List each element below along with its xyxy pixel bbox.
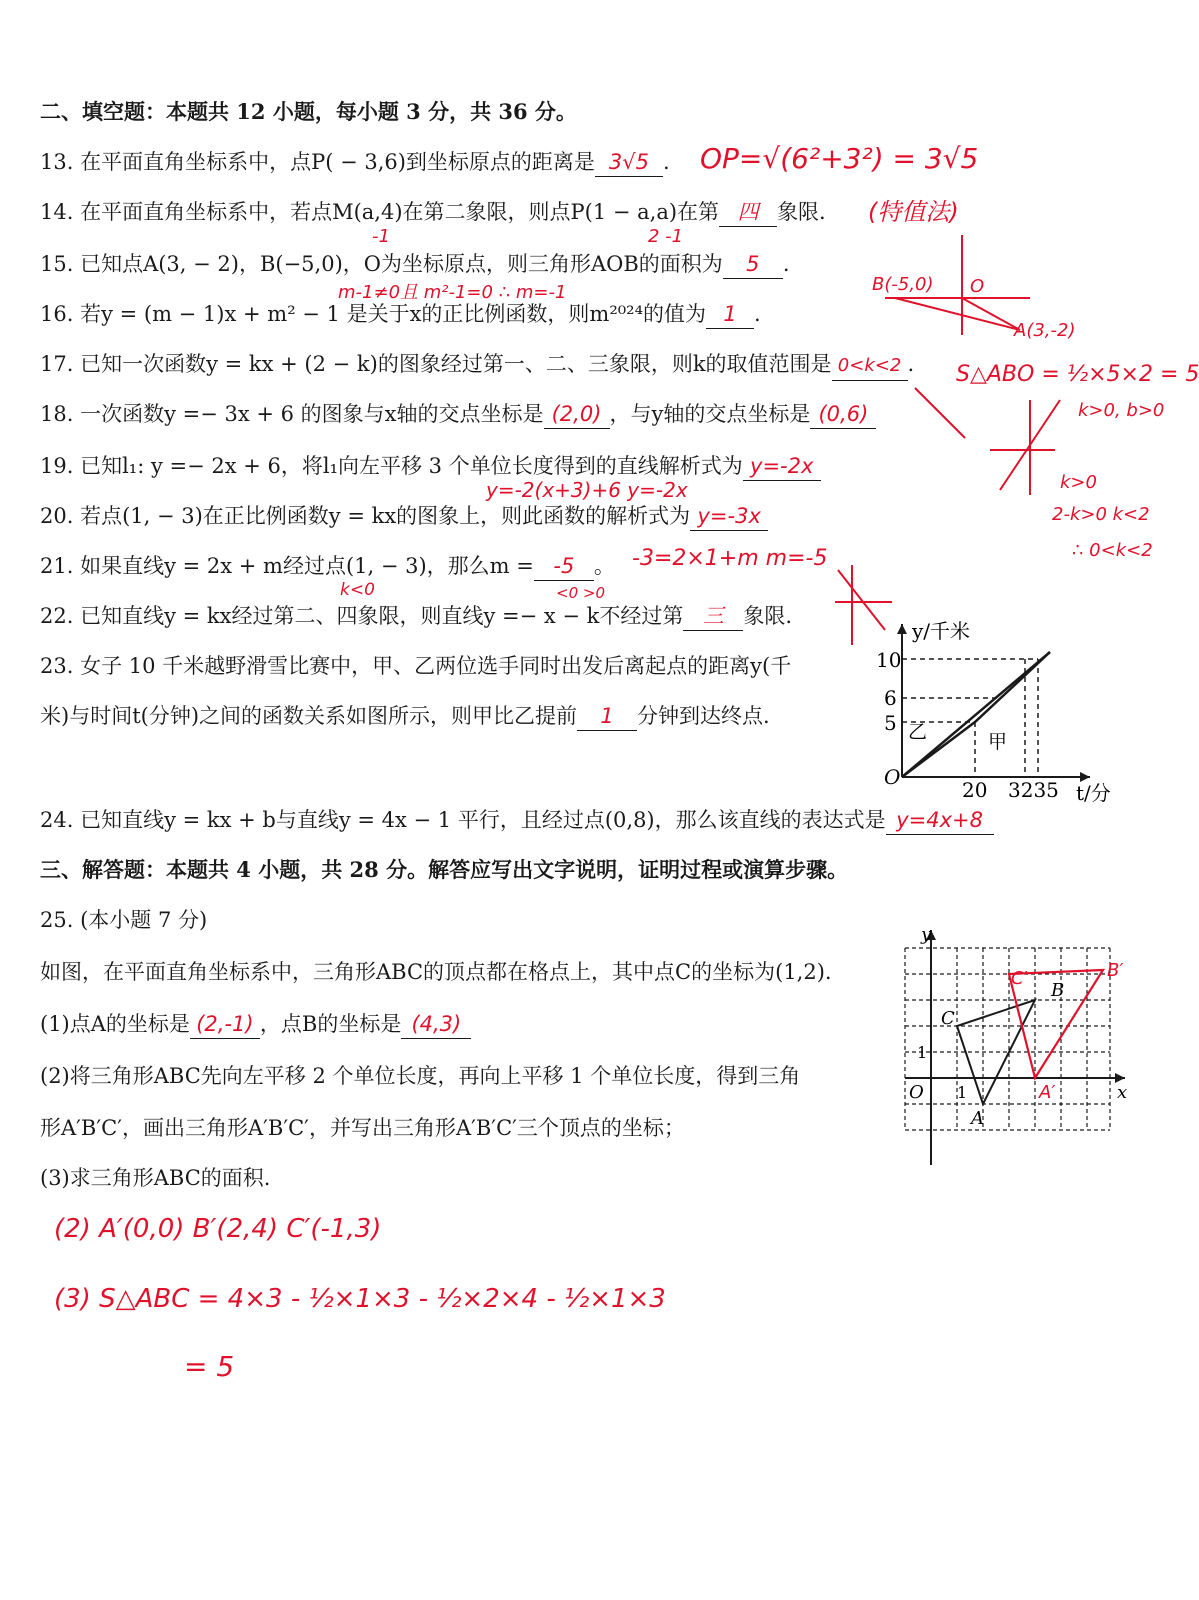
- q15-note-O: O: [970, 276, 985, 297]
- q23-stem: 米)与时间t(分钟)之间的函数关系如图所示，则甲比乙提前: [40, 704, 578, 728]
- label-C-prime: C′: [1011, 968, 1028, 989]
- xtick-20: 20: [962, 778, 988, 802]
- label-C: C: [941, 1008, 955, 1029]
- q13-answer: 3√5: [595, 148, 663, 177]
- q14-note-b: 2 -1: [648, 226, 684, 247]
- q25-part2-line2: 形A′B′C′，画出三角形A′B′C′，并写出三角形A′B′C′三个顶点的坐标；: [40, 1116, 685, 1140]
- q21-stem: 21. 如果直线y = 2x + m经过点(1, − 3)，那么m =: [40, 554, 534, 578]
- q14-note-a: -1: [372, 226, 390, 247]
- question-13: 13. 在平面直角坐标系中，点P( − 3,6)到坐标原点的距离是 3√5 .: [40, 148, 670, 177]
- q22-note-b: <0 >0: [556, 584, 605, 602]
- q18-answer-y: (0,6): [810, 400, 876, 429]
- q14-note: (特值法): [868, 198, 959, 226]
- q22-answer: 三: [683, 602, 743, 631]
- q18-stem: 18. 一次函数y =− 3x + 6 的图象与x轴的交点坐标是: [40, 402, 544, 426]
- q25-part3: (3)求三角形ABC的面积.: [40, 1166, 271, 1190]
- q17-note-d: ∴ 0<k<2: [1072, 540, 1153, 561]
- question-24: [40, 806, 994, 835]
- q15-stem: 15. 已知点A(3, − 2)，B(−5,0)，O为坐标原点，则三角形AOB的面积为: [40, 252, 723, 276]
- q25-answer-2: (2) A′(0,0) B′(2,4) C′(-1,3): [54, 1214, 382, 1244]
- q21-answer: -5: [534, 552, 594, 581]
- q14-answer: 四: [719, 198, 777, 227]
- grid-origin: O: [909, 1082, 924, 1103]
- question-19: [40, 452, 821, 481]
- question-23-line1: 23. 女子 10 千米越野滑雪比赛中，甲、乙两位选手同时出发后离起点的距离y(千: [40, 654, 792, 678]
- label-B-prime: B′: [1107, 960, 1124, 981]
- q20-stem: 20. 若点(1, − 3)在正比例函数y = kx的图象上，则此函数的解析式为: [40, 504, 691, 528]
- q25-graph: [895, 920, 1145, 1170]
- grid-y-label: y: [921, 924, 932, 945]
- y-axis-label: y/千米: [912, 619, 971, 643]
- q14-stem: 14. 在平面直角坐标系中，若点M(a,4)在第二象限，则点P(1 − a,a)在第: [40, 200, 720, 224]
- q17-note-c: 2-k>0 k<2: [1052, 504, 1150, 525]
- q25-answer-3: (3) S△ABC = 4×3 - ½×1×3 - ½×2×4 - ½×1×3: [54, 1284, 666, 1314]
- q13-stem: 13. 在平面直角坐标系中，点P( − 3,6)到坐标原点的距离是: [40, 150, 595, 174]
- xtick-3235: 3235: [1008, 778, 1059, 802]
- q24-stem: 24. 已知直线y = kx + b与直线y = 4x − 1 平行，且经过点(0,8)，那么该直线的表达式是: [40, 808, 886, 832]
- q17-note-b: k>0: [1060, 472, 1097, 493]
- question-20: [40, 502, 768, 531]
- q15-answer: 5: [723, 250, 783, 279]
- q17-note-a: k>0, b>0: [1078, 400, 1165, 421]
- q25-answer-B: (4,3): [401, 1010, 471, 1039]
- question-17: 17. 已知一次函数y = kx + (2 − k)的图象经过第一、二、三象限，则k的取值范围是 0<k<2 .: [40, 350, 914, 381]
- q19-answer: y=-2x: [743, 452, 821, 481]
- q22-note-a: k<0: [340, 580, 375, 600]
- grid-x-label: x: [1117, 1082, 1128, 1103]
- q19-stem: 19. 已知l₁: y =− 2x + 6，将l₁向左平移 3 个单位长度得到的直线解析式为: [40, 454, 743, 478]
- origin-label: O: [884, 765, 901, 789]
- series-yi-label: 乙: [908, 721, 928, 743]
- q25-answer-3-result: = 5: [184, 1350, 235, 1383]
- q25-part1: (1)点A的坐标是 (2,-1) ，点B的坐标是 (4,3): [40, 1010, 471, 1039]
- q15-note-area: S△ABO = ½×5×2 = 5: [956, 362, 1199, 387]
- grid-unit-x: 1: [957, 1083, 968, 1102]
- q24-answer: y=4x+8: [886, 806, 994, 835]
- label-A-prime: A′: [1039, 1082, 1056, 1103]
- question-22: 22. 已知直线y = kx经过第二、四象限，则直线y =− x − k不经过第 三 象限.: [40, 602, 792, 631]
- q25-part2-line1: (2)将三角形ABC先向左平移 2 个单位长度，再向上平移 1 个单位长度，得到三角: [40, 1064, 801, 1088]
- q25-answer-A: (2,-1): [190, 1010, 260, 1039]
- question-16: 16. 若y = (m − 1)x + m² − 1 是关于x的正比例函数，则m²⁰²⁴的值为 1 .: [40, 300, 761, 329]
- q15-note-A: A(3,-2): [1014, 320, 1076, 341]
- x-axis-label: t/分: [1076, 781, 1111, 805]
- q25-head: 25. (本小题 7 分): [40, 908, 208, 932]
- q13-note: OP=√(6²+3²) = 3√5: [700, 142, 979, 175]
- grid-unit-y: 1: [917, 1043, 928, 1062]
- y-axis-arrow-icon: [897, 624, 907, 634]
- ytick-6: 6: [884, 686, 897, 710]
- q22-stem: 22. 已知直线y = kx经过第二、四象限，则直线y =− x − k不经过第: [40, 604, 684, 628]
- question-15: 15. 已知点A(3, − 2)，B(−5,0)，O为坐标原点，则三角形AOB的面积为 5 .: [40, 250, 790, 279]
- q16-stem: 16. 若y = (m − 1)x + m² − 1 是关于x的正比例函数，则m²⁰²⁴的值为: [40, 302, 707, 326]
- question-21: 21. 如果直线y = 2x + m经过点(1, − 3)，那么m = -5 。: [40, 552, 615, 581]
- label-B: B: [1051, 980, 1065, 1001]
- series-jia-label: 甲: [988, 731, 1008, 753]
- series-jia-line: [902, 652, 1050, 777]
- question-14: 14. 在平面直角坐标系中，若点M(a,4)在第二象限，则点P(1 − a,a)在第 四 象限.: [40, 198, 826, 227]
- ytick-5: 5: [884, 711, 897, 735]
- q18-answer-x: (2,0): [544, 400, 610, 429]
- q25-stem: 如图，在平面直角坐标系中，三角形ABC的顶点都在格点上，其中点C的坐标为(1,2).: [40, 960, 832, 984]
- q23-answer: 1: [577, 702, 637, 731]
- q16-note: m-1≠0且 m²-1=0 ∴ m=-1: [338, 282, 567, 303]
- q17-answer: 0<k<2: [832, 352, 908, 381]
- q19-note: y=-2(x+3)+6 y=-2x: [486, 478, 688, 502]
- question-23-line2: 米)与时间t(分钟)之间的函数关系如图所示，则甲比乙提前 1 分钟到达终点.: [40, 702, 770, 731]
- q15-note-B: B(-5,0): [872, 274, 934, 295]
- q21-note: -3=2×1+m m=-5: [632, 546, 828, 571]
- question-18: 18. 一次函数y =− 3x + 6 的图象与x轴的交点坐标是 (2,0) ，与y轴的交点坐标是 (0,6): [40, 400, 876, 429]
- label-A: A: [971, 1108, 984, 1129]
- ytick-10: 10: [876, 648, 902, 672]
- q20-answer: y=-3x: [690, 502, 768, 531]
- q23-graph: [870, 612, 1160, 807]
- q17-sketch: [910, 380, 1050, 510]
- q16-answer: 1: [706, 300, 754, 329]
- section3-title: 三、解答题：本题共 4 小题，共 28 分。解答应写出文字说明，证明过程或演算步骤。: [40, 857, 849, 882]
- section2-title: 二、填空题：本题共 12 小题，每小题 3 分，共 36 分。: [40, 99, 577, 124]
- q17-stem: 17. 已知一次函数y = kx + (2 − k)的图象经过第一、二、三象限，则k的取值范围是: [40, 352, 832, 376]
